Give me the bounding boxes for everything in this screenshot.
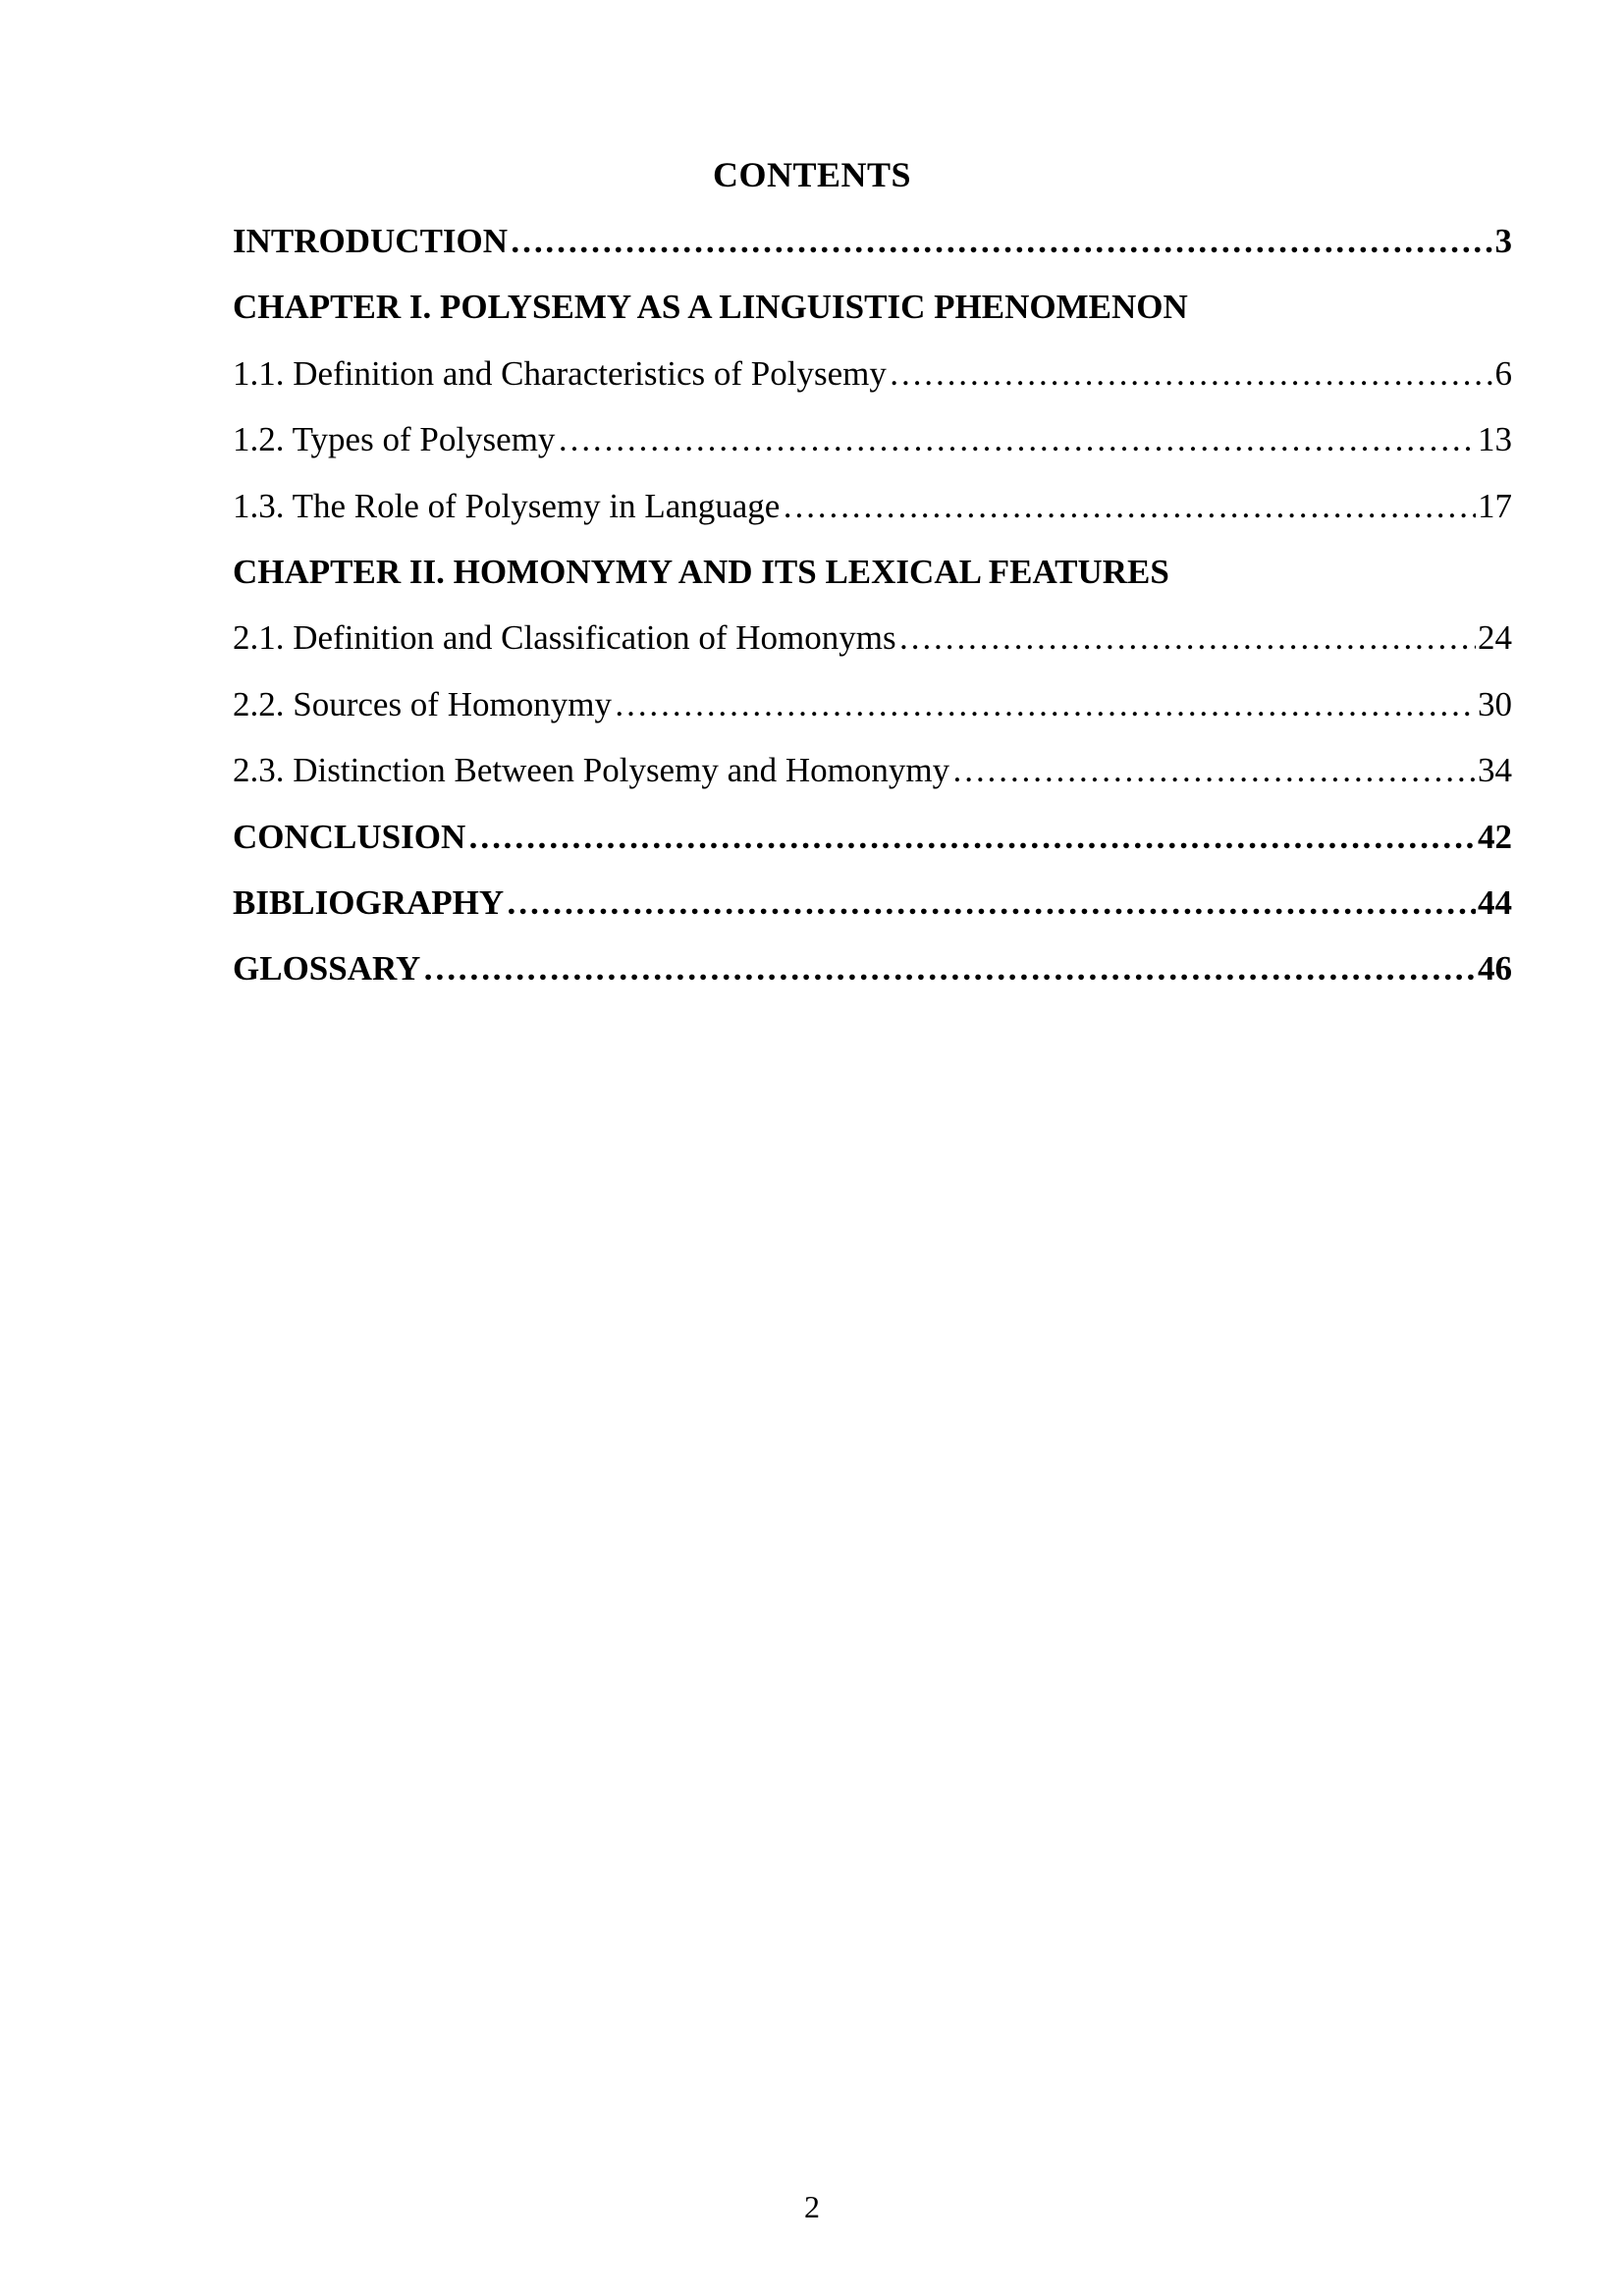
toc-entry-page: 42 xyxy=(1478,817,1512,856)
toc-title: CONTENTS xyxy=(712,155,912,194)
dot-leader xyxy=(467,814,1476,861)
toc-entry-label: 1.3. The Role of Polysemy in Language xyxy=(233,486,781,525)
toc-entry-2-3[interactable] xyxy=(233,747,1512,813)
page-number: 2 xyxy=(804,2189,820,2224)
dot-leader xyxy=(782,483,1476,530)
dot-leader xyxy=(510,218,1492,265)
toc-entry-1-2[interactable] xyxy=(233,416,1512,482)
dot-leader xyxy=(898,614,1476,662)
toc-entry-page: 13 xyxy=(1478,420,1512,459)
toc-entry-page: 46 xyxy=(1478,949,1512,988)
table-of-contents xyxy=(233,218,1512,1012)
toc-entry-label: CHAPTER I. POLYSEMY AS A LINGUISTIC PHENOMENON xyxy=(233,288,1188,327)
dot-leader xyxy=(506,880,1476,927)
dot-leader xyxy=(422,945,1476,992)
dot-leader xyxy=(889,350,1493,398)
toc-entry-chapter-2[interactable] xyxy=(233,549,1512,614)
toc-entry-2-2[interactable] xyxy=(233,681,1512,747)
toc-entry-page: 30 xyxy=(1478,684,1512,723)
toc-entry-page: 24 xyxy=(1478,618,1512,658)
toc-entry-2-1[interactable] xyxy=(233,614,1512,680)
toc-entry-1-3[interactable] xyxy=(233,483,1512,549)
dot-leader xyxy=(557,416,1476,463)
toc-entry-introduction[interactable] xyxy=(233,218,1512,284)
toc-entry-label: CHAPTER II. HOMONYMY AND ITS LEXICAL FEATURES xyxy=(233,552,1169,591)
toc-entry-glossary[interactable] xyxy=(233,945,1512,1011)
toc-entry-bibliography[interactable] xyxy=(233,880,1512,945)
toc-entry-page: 6 xyxy=(1494,353,1512,393)
toc-entry-label: INTRODUCTION xyxy=(233,222,509,260)
toc-entry-label: CONCLUSION xyxy=(233,817,466,856)
toc-entry-chapter-1[interactable] xyxy=(233,284,1512,349)
dot-leader xyxy=(614,681,1476,728)
toc-entry-label: 2.3. Distinction Between Polysemy and Homonymy xyxy=(233,751,950,790)
toc-entry-page: 17 xyxy=(1478,486,1512,525)
toc-entry-label: BIBLIOGRAPHY xyxy=(233,882,505,922)
toc-entry-conclusion[interactable] xyxy=(233,814,1512,880)
toc-entry-label: 1.1. Definition and Characteristics of Polysemy xyxy=(233,353,887,393)
dot-leader xyxy=(951,747,1476,794)
toc-entry-page: 3 xyxy=(1494,222,1512,260)
toc-entry-label: 1.2. Types of Polysemy xyxy=(233,420,556,459)
toc-entry-label: GLOSSARY xyxy=(233,949,421,988)
toc-entry-label: 2.2. Sources of Homonymy xyxy=(233,684,612,723)
toc-entry-1-1[interactable] xyxy=(233,350,1512,416)
toc-entry-page: 34 xyxy=(1478,751,1512,790)
toc-entry-page: 44 xyxy=(1478,882,1512,922)
toc-entry-label: 2.1. Definition and Classification of Homonyms xyxy=(233,618,896,658)
